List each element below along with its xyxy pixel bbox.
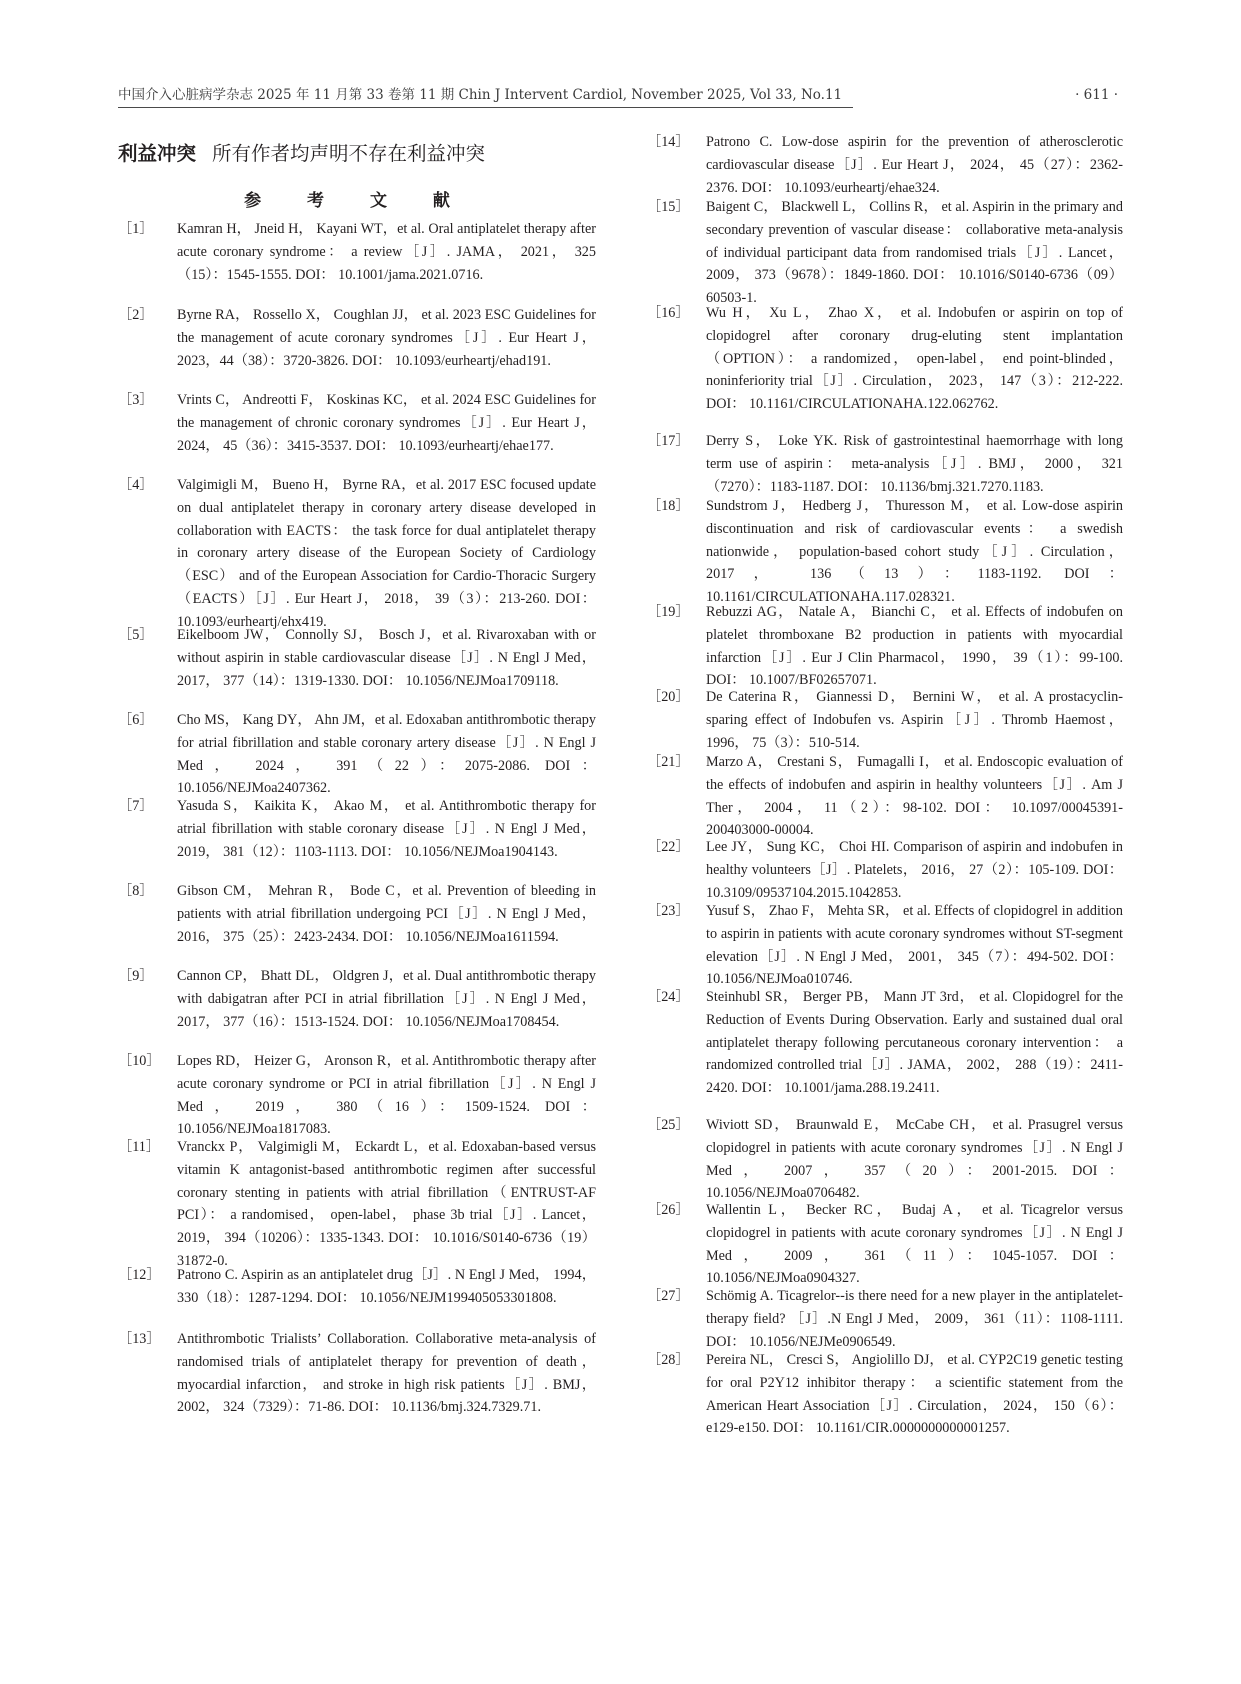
- reference-item: [647, 1349, 1123, 1440]
- reference-number: ［28］: [647, 1352, 690, 1368]
- reference-number: ［5］: [118, 627, 154, 643]
- reference-text: Baigent C， Blackwell L， Collins R， et al. Aspirin in the primary and secondary prevention of vascular disease： collaborative meta-analysis of individual participant data from randomised trials［J］. Lancet， 2009， 373（9678）：1849-1860. DOI： 10.1016/S0140-6736（09）60503-1.: [706, 199, 1123, 307]
- reference-item: [647, 601, 1123, 692]
- reference-text: Derry S， Loke YK. Risk of gastrointestinal haemorrhage with long term use of aspirin： meta-analysis［J］. BMJ， 2000， 321（7270）：1183-1187. DOI： 10.1136/bmj.321.7270.1183.: [706, 433, 1123, 495]
- reference-number: ［3］: [118, 392, 154, 408]
- reference-text: Pereira NL， Cresci S， Angiolillo DJ， et al. CYP2C19 genetic testing for oral P2Y12 inhibitor therapy： a scientific statement from the American Heart Association［J］. Circulation， 2024， 150（6）：e129-e150. DOI： 10.1161/CIR.0000000000001257.: [706, 1352, 1123, 1437]
- reference-text: Patrono C. Aspirin as an antiplatelet drug［J］. N Engl J Med， 1994， 330（18）：1287-1294. DOI： 10.1056/NEJM199405053301808.: [177, 1267, 596, 1306]
- reference-text: Yasuda S， Kaikita K， Akao M， et al. Antithrombotic therapy for atrial fibrillation with stable coronary disease［J］. N Engl J Med， 2019， 381（12）：1103-1113. DOI： 10.1056/NEJMoa1904143.: [177, 798, 596, 860]
- journal-citation: 中国介入心脏病学杂志 2025 年 11 月第 33 卷第 11 期 Chin J Intervent Cardiol, November 2025, Vol 33, No.11: [118, 87, 843, 103]
- reference-text: De Caterina R， Giannessi D， Bernini W， et al. A prostacyclin-sparing effect of Indobufen vs. Aspirin［J］. Thromb Haemost， 1996， 75（3）：510-514.: [706, 689, 1123, 751]
- reference-item: [647, 495, 1123, 609]
- reference-number: ［6］: [118, 712, 154, 728]
- reference-number: ［1］: [118, 221, 154, 237]
- reference-item: [118, 304, 596, 372]
- reference-text: Byrne RA， Rossello X， Coughlan JJ， et al. 2023 ESC Guidelines for the management of acute coronary syndromes［J］. Eur Heart J， 2023，44（38）：3720-3826. DOI： 10.1093/eurheartj/ehad191.: [177, 307, 596, 369]
- reference-item: [118, 795, 596, 863]
- reference-item: [647, 131, 1123, 199]
- reference-text: Antithrombotic Trialists’ Collaboration. Collaborative meta-analysis of randomised trials of antiplatelet therapy for prevention of death， myocardial infarction， and stroke in high risk patients［J］. BMJ， 2002， 324（7329）：71-86. DOI： 10.1136/bmj.324.7329.71.: [177, 1331, 596, 1416]
- reference-item: [118, 474, 596, 634]
- reference-number: ［17］: [647, 433, 690, 449]
- reference-text: Valgimigli M， Bueno H， Byrne RA，et al. 2017 ESC focused update on dual antiplatelet therapy in coronary artery disease developed in collaboration with EACTS： the task force for dual antiplatelet therapy in coronary artery disease of the European Society of Cardiology （ESC） and of the European Association for Cardio-Thoracic Surgery （EACTS）［J］. Eur Heart J， 2018， 39（3）：213-260. DOI： 10.1093/eurheartj/ehx419.: [177, 477, 596, 630]
- coi-label: 利益冲突: [118, 142, 197, 165]
- reference-text: Rebuzzi AG， Natale A， Bianchi C， et al. Effects of indobufen on platelet thromboxane B2 production in patients with myocardial infarction［J］. Eur J Clin Pharmacol， 1990， 39（1）：99-100. DOI： 10.1007/BF02657071.: [706, 604, 1123, 689]
- reference-number: ［15］: [647, 199, 690, 215]
- reference-number: ［2］: [118, 307, 154, 323]
- reference-number: ［18］: [647, 498, 690, 514]
- reference-number: ［4］: [118, 477, 154, 493]
- reference-item: [118, 965, 596, 1033]
- reference-number: ［23］: [647, 903, 690, 919]
- reference-item: [118, 1328, 596, 1419]
- reference-number: ［24］: [647, 989, 690, 1005]
- reference-item: [118, 1264, 596, 1310]
- reference-number: ［9］: [118, 968, 154, 984]
- reference-item: [647, 900, 1123, 991]
- reference-item: [647, 196, 1123, 310]
- reference-item: [647, 836, 1123, 904]
- reference-text: Vranckx P， Valgimigli M， Eckardt L，et al. Edoxaban-based versus vitamin K antagonist-based antithrombotic regimen after successful coronary stenting in patients with atrial fibrillation（ENTRUST-AF PCI）： a randomised， open-label， phase 3b trial［J］. Lancet， 2019， 394（10206）：1335-1343. DOI： 10.1016/S0140-6736（19）31872-0.: [177, 1139, 596, 1269]
- reference-item: [647, 986, 1123, 1100]
- reference-text: Sundstrom J， Hedberg J， Thuresson M， et al. Low-dose aspirin discontinuation and risk of cardiovascular events： a swedish nationwide， population-based cohort study［J］. Circulation， 2017， 136（13）：1183-1192. DOI： 10.1161/CIRCULATIONAHA.117.028321.: [706, 498, 1123, 606]
- reference-item: [118, 709, 596, 800]
- reference-text: Vrints C， Andreotti F， Koskinas KC， et al. 2024 ESC Guidelines for the management of chronic coronary syndromes［J］. Eur Heart J， 2024， 45（36）：3415-3537. DOI： 10.1093/eurheartj/ehae177.: [177, 392, 596, 454]
- conflict-of-interest: [118, 138, 485, 166]
- reference-item: [647, 430, 1123, 498]
- reference-number: ［27］: [647, 1288, 690, 1304]
- reference-item: [647, 302, 1123, 416]
- reference-item: [118, 1136, 596, 1273]
- reference-text: Wallentin L， Becker RC， Budaj A， et al. Ticagrelor versus clopidogrel in patients with acute coronary syndromes［J］. N Engl J Med， 2009， 361（11）：1045-1057. DOI： 10.1056/NEJMoa0904327.: [706, 1202, 1123, 1287]
- reference-item: [118, 218, 596, 286]
- reference-number: ［16］: [647, 305, 690, 321]
- reference-item: [118, 624, 596, 692]
- reference-number: ［21］: [647, 754, 690, 770]
- reference-text: Cannon CP， Bhatt DL， Oldgren J，et al. Dual antithrombotic therapy with dabigatran after PCI in atrial fibrillation［J］. N Engl J Med， 2017， 377（16）：1513-1524. DOI： 10.1056/NEJMoa1708454.: [177, 968, 596, 1030]
- reference-text: Marzo A， Crestani S， Fumagalli I， et al. Endoscopic evaluation of the effects of indobufen and aspirin in healthy volunteers［J］. Am J Ther， 2004， 11（2）：98-102. DOI： 10.1097/00045391-200403000-00004.: [706, 754, 1123, 839]
- coi-text: 所有作者均声明不存在利益冲突: [212, 142, 486, 165]
- reference-item: [647, 1199, 1123, 1290]
- reference-number: ［14］: [647, 134, 690, 150]
- reference-text: Schömig A. Ticagrelor--is there need for a new player in the antiplatelet-therapy field? ［J］.N Engl J Med， 2009， 361（11）：1108-1111. DOI： 10.1056/NEJMe0906549.: [706, 1288, 1123, 1350]
- reference-number: ［13］: [118, 1331, 161, 1347]
- reference-number: ［11］: [118, 1139, 161, 1155]
- reference-text: Yusuf S， Zhao F， Mehta SR， et al. Effects of clopidogrel in addition to aspirin in patients with acute coronary syndromes without ST-segment elevation［J］. N Engl J Med， 2001， 345（7）：494-502. DOI： 10.1056/NEJMoa010746.: [706, 903, 1123, 988]
- reference-number: ［20］: [647, 689, 690, 705]
- reference-text: Steinhubl SR， Berger PB， Mann JT 3rd， et al. Clopidogrel for the Reduction of Events During Observation. Early and sustained dual oral antiplatelet therapy following percutaneous coronary intervention： a randomized controlled trial［J］. JAMA， 2002， 288（19）：2411-2420. DOI： 10.1001/jama.288.19.2411.: [706, 989, 1123, 1097]
- reference-number: ［10］: [118, 1053, 161, 1069]
- reference-text: Wu H， Xu L， Zhao X， et al. Indobufen or aspirin on top of clopidogrel after coronary drug-eluting stent implantation （OPTION）： a randomized， open-label， end point-blinded， noninferiority trial［J］. Circulation， 2023， 147（3）：212-222. DOI： 10.1161/CIRCULATIONAHA.122.062762.: [706, 305, 1123, 413]
- reference-number: ［22］: [647, 839, 690, 855]
- reference-text: Eikelboom JW， Connolly SJ， Bosch J，et al. Rivaroxaban with or without aspirin in stable cardiovascular disease［J］. N Engl J Med， 2017， 377（14）：1319-1330. DOI： 10.1056/NEJMoa1709118.: [177, 627, 596, 689]
- reference-item: [647, 1114, 1123, 1205]
- header-underline: [118, 107, 853, 108]
- reference-text: Gibson CM， Mehran R， Bode C，et al. Prevention of bleeding in patients with atrial fibrillation undergoing PCI［J］. N Engl J Med， 2016， 375（25）：2423-2434. DOI： 10.1056/NEJMoa1611594.: [177, 883, 596, 945]
- references-heading: 参 考 文 献: [244, 191, 470, 211]
- reference-item: [118, 880, 596, 948]
- reference-number: ［26］: [647, 1202, 690, 1218]
- reference-item: [647, 751, 1123, 842]
- reference-text: Lee JY， Sung KC， Choi HI. Comparison of aspirin and indobufen in healthy volunteers［J］. Platelets， 2016， 27（2）：105-109. DOI： 10.3109/09537104.2015.1042853.: [706, 839, 1123, 901]
- reference-text: Patrono C. Low-dose aspirin for the prevention of atherosclerotic cardiovascular disease［J］. Eur Heart J， 2024， 45（27）：2362-2376. DOI： 10.1093/eurheartj/ehae324.: [706, 134, 1123, 196]
- reference-item: [118, 389, 596, 457]
- reference-number: ［12］: [118, 1267, 161, 1283]
- reference-text: Lopes RD， Heizer G， Aronson R，et al. Antithrombotic therapy after acute coronary syndrome or PCI in atrial fibrillation［J］. N Engl J Med， 2019， 380（16）：1509-1524. DOI： 10.1056/NEJMoa1817083.: [177, 1053, 596, 1138]
- reference-number: ［7］: [118, 798, 154, 814]
- reference-text: Wiviott SD， Braunwald E， McCabe CH， et al. Prasugrel versus clopidogrel in patients with acute coronary syndromes［J］. N Engl J Med， 2007， 357（20）：2001-2015. DOI： 10.1056/NEJMoa0706482.: [706, 1117, 1123, 1202]
- reference-text: Kamran H， Jneid H， Kayani WT，et al. Oral antiplatelet therapy after acute coronary syndrome： a review［J］. JAMA， 2021， 325（15）：1545-1555. DOI： 10.1001/jama.2021.0716.: [177, 221, 596, 283]
- page-number: · 611 ·: [1075, 87, 1118, 103]
- reference-number: ［25］: [647, 1117, 690, 1133]
- reference-number: ［8］: [118, 883, 154, 899]
- reference-number: ［19］: [647, 604, 690, 620]
- reference-item: [647, 686, 1123, 754]
- reference-item: [647, 1285, 1123, 1353]
- reference-text: Cho MS， Kang DY， Ahn JM，et al. Edoxaban antithrombotic therapy for atrial fibrillation and stable coronary artery disease［J］. N Engl J Med， 2024， 391（22）：2075-2086. DOI： 10.1056/NEJMoa2407362.: [177, 712, 596, 797]
- reference-item: [118, 1050, 596, 1141]
